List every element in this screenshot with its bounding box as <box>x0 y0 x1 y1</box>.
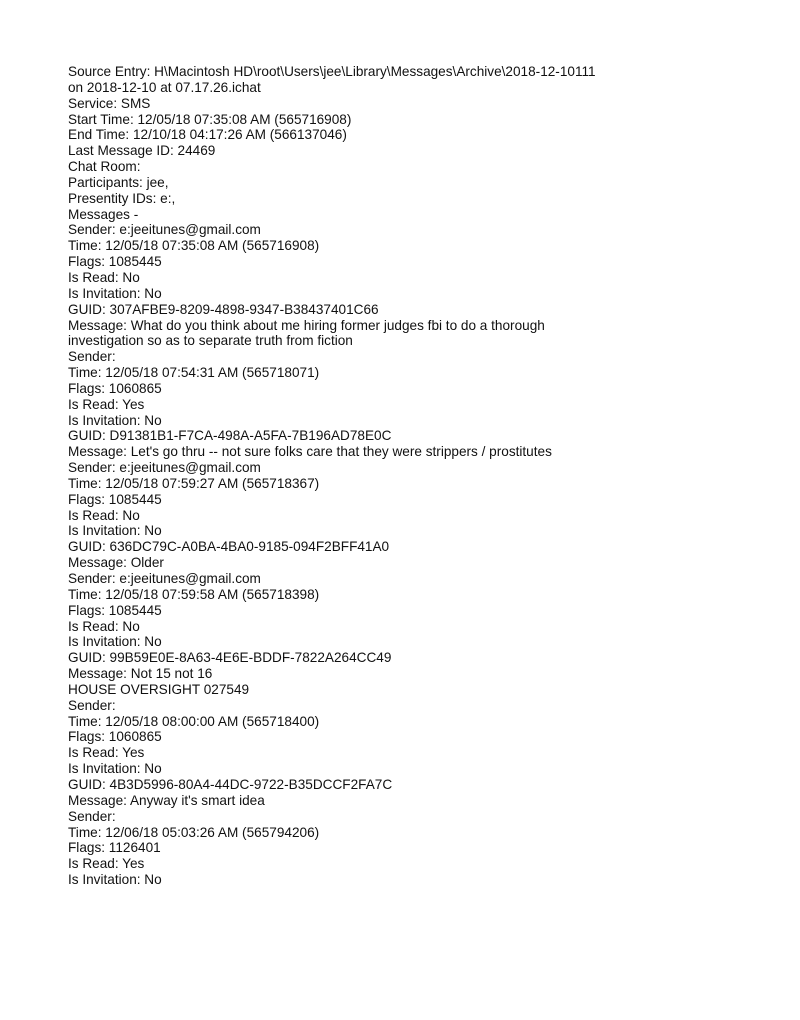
message-5-sender: Sender: <box>68 697 116 713</box>
message-2-flags: Flags: 1060865 <box>68 380 162 396</box>
source-entry-line: Source Entry: H\Macintosh HD\root\Users\jee\Library\Messages\Archive\2018-12-10111 <box>68 64 596 79</box>
message-5-text: Message: Anyway it's smart idea <box>68 792 265 808</box>
bates-stamp: HOUSE OVERSIGHT 027549 <box>68 681 250 697</box>
message-2-is-read: Is Read: Yes <box>68 396 145 412</box>
message-3-is-read: Is Read: No <box>68 507 140 523</box>
message-5-time: Time: 12/05/18 08:00:00 AM (565718400) <box>68 713 320 729</box>
message-4-is-invitation: Is Invitation: No <box>68 634 162 650</box>
message-2-time: Time: 12/05/18 07:54:31 AM (565718071) <box>68 365 320 381</box>
messages-header-line: Messages - <box>68 206 139 222</box>
document-page <box>68 64 768 888</box>
start-time-line: Start Time: 12/05/18 07:35:08 AM (565716908) <box>68 111 352 127</box>
message-6-sender: Sender: <box>68 808 116 824</box>
message-3-text: Message: Older <box>68 555 164 571</box>
message-1-sender: Sender: e:jeeitunes@gmail.com <box>68 222 261 238</box>
message-1-is-read: Is Read: No <box>68 269 140 285</box>
message-5-is-invitation: Is Invitation: No <box>68 761 162 777</box>
message-4-flags: Flags: 1085445 <box>68 602 162 618</box>
message-3-sender: Sender: e:jeeitunes@gmail.com <box>68 460 261 476</box>
message-6-is-invitation: Is Invitation: No <box>68 872 162 888</box>
message-1-is-invitation: Is Invitation: No <box>68 285 162 301</box>
message-4-guid: GUID: 99B59E0E-8A63-4E6E-BDDF-7822A264CC49 <box>68 650 392 666</box>
message-1-flags: Flags: 1085445 <box>68 254 162 270</box>
message-6-time: Time: 12/06/18 05:03:26 AM (565794206) <box>68 824 320 840</box>
message-1-time: Time: 12/05/18 07:35:08 AM (565716908) <box>68 238 320 254</box>
message-1-text: Message: What do you think about me hiring former judges fbi to do a thorough <box>68 317 545 333</box>
message-2-sender: Sender: <box>68 349 116 365</box>
message-4-time: Time: 12/05/18 07:59:58 AM (565718398) <box>68 586 320 602</box>
participants-line: Participants: jee, <box>68 174 169 190</box>
message-5-is-read: Is Read: Yes <box>68 745 145 761</box>
message-6-flags: Flags: 1126401 <box>68 840 161 856</box>
message-3-flags: Flags: 1085445 <box>68 491 162 507</box>
presentity-ids-line: Presentity IDs: e:, <box>68 190 176 206</box>
message-3-is-invitation: Is Invitation: No <box>68 523 162 539</box>
message-4-text: Message: Not 15 not 16 <box>68 666 213 682</box>
message-5-flags: Flags: 1060865 <box>68 729 162 745</box>
source-entry-line-cont: on 2018-12-10 at 07.17.26.ichat <box>68 79 261 95</box>
message-6-is-read: Is Read: Yes <box>68 856 145 872</box>
message-2-text: Message: Let's go thru -- not sure folks care that they were strippers / prostitutes <box>68 444 552 460</box>
message-2-is-invitation: Is Invitation: No <box>68 412 162 428</box>
message-2-guid: GUID: D91381B1-F7CA-498A-A5FA-7B196AD78E0C <box>68 428 392 444</box>
message-1-text-cont: investigation so as to separate truth from fiction <box>68 333 353 349</box>
last-message-id-line: Last Message ID: 24469 <box>68 143 216 159</box>
message-4-is-read: Is Read: No <box>68 618 140 634</box>
message-1-guid: GUID: 307AFBE9-8209-4898-9347-B38437401C66 <box>68 301 379 317</box>
end-time-line: End Time: 12/10/18 04:17:26 AM (566137046) <box>68 127 347 143</box>
message-5-guid: GUID: 4B3D5996-80A4-44DC-9722-B35DCCF2FA7C <box>68 776 393 792</box>
message-4-sender: Sender: e:jeeitunes@gmail.com <box>68 571 261 586</box>
message-3-time: Time: 12/05/18 07:59:27 AM (565718367) <box>68 475 320 491</box>
chat-room-line: Chat Room: <box>68 159 141 175</box>
message-3-guid: GUID: 636DC79C-A0BA-4BA0-9185-094F2BFF41A0 <box>68 539 390 555</box>
service-line: Service: SMS <box>68 95 151 111</box>
